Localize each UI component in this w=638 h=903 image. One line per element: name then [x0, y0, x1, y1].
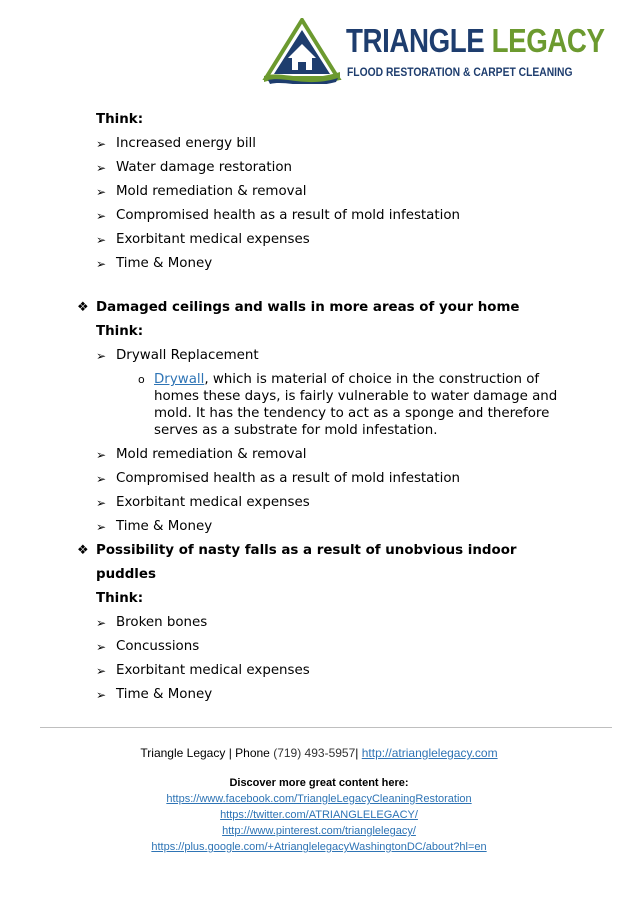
footer-divider — [40, 727, 612, 728]
logo-word-triangle: TRIANGLE — [346, 22, 485, 59]
arrow-bullet-icon: ➢ — [96, 137, 107, 151]
document-body — [77, 108, 560, 707]
list-item: ➢ Broken bones — [80, 611, 560, 635]
arrow-bullet-icon: ➢ — [96, 496, 107, 510]
pinterest-link[interactable]: http://www.pinterest.com/trianglelegacy/ — [222, 825, 416, 837]
circle-bullet-icon: o — [138, 373, 145, 386]
arrow-bullet-icon: ➢ — [96, 185, 107, 199]
think-label: Think: — [96, 112, 144, 127]
section-heading: ❖ Possibility of nasty falls as a result of unobvious indoor puddles — [80, 539, 560, 587]
arrow-bullet-icon: ➢ — [96, 161, 107, 175]
footer-discover-heading: Discover more great content here: — [229, 777, 409, 789]
arrow-bullet-icon: ➢ — [96, 616, 107, 630]
list-item: ➢ Time & Money — [80, 515, 560, 539]
arrow-bullet-icon: ➢ — [96, 688, 107, 702]
triangle-house-logo-icon — [262, 18, 342, 84]
arrow-bullet-icon: ➢ — [96, 349, 107, 363]
list-item: ➢ Time & Money — [80, 252, 560, 276]
list-item: ➢ Drywall Replacement — [80, 344, 560, 368]
list-item: ➢ Exorbitant medical expenses — [80, 659, 560, 683]
arrow-bullet-icon: ➢ — [96, 640, 107, 654]
diamond-bullet-icon: ❖ — [77, 300, 89, 315]
footer-links — [40, 791, 598, 855]
list-item: ➢ Compromised health as a result of mold infestation — [80, 204, 560, 228]
footer-company: Triangle Legacy — [140, 746, 226, 760]
logo-tagline: FLOOD RESTORATION & CARPET CLEANING — [347, 65, 573, 79]
arrow-bullet-icon: ➢ — [96, 520, 107, 534]
list-item: ➢ Concussions — [80, 635, 560, 659]
list-item: ➢ Mold remediation & removal — [80, 443, 560, 467]
arrow-bullet-icon: ➢ — [96, 472, 107, 486]
list-item: ➢ Increased energy bill — [80, 132, 560, 156]
footer-phone-number: (719) 493-5957 — [273, 746, 356, 760]
arrow-bullet-icon: ➢ — [96, 209, 107, 223]
google-plus-link[interactable]: https://plus.google.com/+AtrianglelegacyWashingtonDC/about?hl=en — [151, 841, 487, 853]
diamond-bullet-icon: ❖ — [77, 543, 89, 558]
list-item: ➢ Water damage restoration — [80, 156, 560, 180]
footer-website-link[interactable]: http://atrianglelegacy.com — [361, 746, 498, 760]
footer-contact-line: Triangle Legacy | Phone (719) 493-5957| http://atrianglelegacy.com — [140, 746, 498, 760]
arrow-bullet-icon: ➢ — [96, 448, 107, 462]
facebook-link[interactable]: https://www.facebook.com/TriangleLegacyCleaningRestoration — [166, 793, 472, 805]
twitter-link[interactable]: https://twitter.com/ATRIANGLELEGACY/ — [220, 809, 418, 821]
think-label: Think: — [96, 591, 144, 606]
sub-list-item: o Drywall, which is material of choice in the construction of homes these days, is fairly vulnerable to water damage and mold. It has the tendency to act as a sponge and therefore serves as a substrate for mold infestation. — [138, 372, 558, 438]
arrow-bullet-icon: ➢ — [96, 664, 107, 678]
company-logo — [262, 18, 605, 88]
think-label: Think: — [96, 324, 144, 339]
page-footer — [40, 745, 598, 855]
list-item: ➢ Compromised health as a result of mold infestation — [80, 467, 560, 491]
arrow-bullet-icon: ➢ — [96, 233, 107, 247]
list-item: ➢ Time & Money — [80, 683, 560, 707]
logo-word-legacy: LEGACY — [491, 22, 605, 59]
drywall-link[interactable]: Drywall — [154, 372, 205, 387]
section-heading: ❖ Damaged ceilings and walls in more areas of your home — [80, 296, 560, 320]
list-item: ➢ Exorbitant medical expenses — [80, 491, 560, 515]
list-item: ➢ Mold remediation & removal — [80, 180, 560, 204]
list-item: ➢ Exorbitant medical expenses — [80, 228, 560, 252]
footer-phone-label: Phone — [235, 746, 270, 760]
logo-title — [346, 24, 605, 57]
arrow-bullet-icon: ➢ — [96, 257, 107, 271]
